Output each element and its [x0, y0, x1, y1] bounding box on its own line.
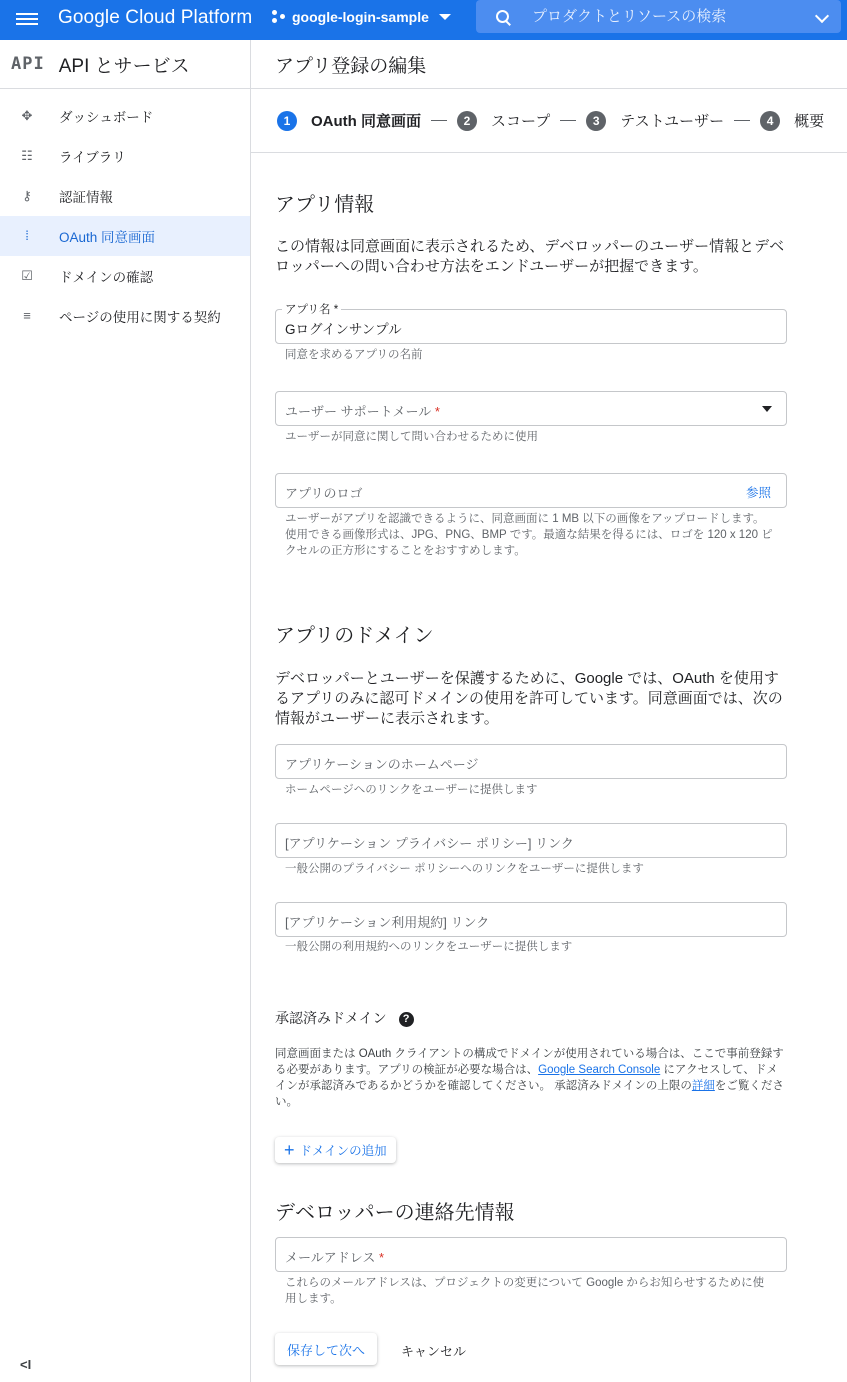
- page-header: [251, 40, 847, 89]
- app-name-label: アプリ名 *: [282, 301, 341, 317]
- sidebar: [0, 40, 251, 1382]
- sidebar-item-label: ライブラリ: [59, 150, 126, 165]
- sidebar-item-label: ドメインの確認: [59, 270, 154, 285]
- step-label: 概要: [794, 113, 825, 130]
- homepage-placeholder: アプリケーションのホームページ: [285, 757, 479, 772]
- step-separator: [734, 120, 750, 121]
- step-number: 4: [760, 111, 780, 131]
- detail-link[interactable]: 詳細: [691, 1080, 715, 1092]
- developer-email-hint: これらのメールアドレスは、プロジェクトの変更について Google からお知らせするために使用します。: [285, 1277, 765, 1305]
- step-label: テストユーザー: [620, 113, 725, 130]
- app-domain-heading: アプリのドメイン: [275, 625, 434, 647]
- collapse-sidebar-button[interactable]: <I: [20, 1357, 32, 1372]
- help-icon[interactable]: ?: [399, 1012, 414, 1027]
- homepage-hint: ホームページへのリンクをユーザーに提供します: [285, 784, 538, 796]
- privacy-policy-field[interactable]: [275, 823, 787, 858]
- step-separator: [560, 120, 576, 121]
- library-icon: ☷: [21, 148, 33, 163]
- settings-list-icon: ≡: [23, 308, 31, 323]
- api-logo: API: [11, 54, 45, 74]
- search-icon: [496, 10, 510, 24]
- consent-icon: ⁞: [25, 228, 29, 243]
- support-email-hint: ユーザーが同意に関して問い合わせるために使用: [285, 431, 538, 443]
- app-info-heading: アプリ情報: [275, 194, 375, 216]
- plus-icon: +: [284, 1140, 295, 1160]
- add-domain-button[interactable]: + ドメインの追加: [275, 1137, 396, 1163]
- terms-of-service-field[interactable]: [275, 902, 787, 937]
- privacy-policy-placeholder: [アプリケーション プライバシー ポリシー] リンク: [285, 836, 574, 851]
- cancel-button[interactable]: キャンセル: [401, 1344, 467, 1359]
- sidebar-item-domain-verification[interactable]: [0, 256, 250, 296]
- search-console-link[interactable]: Google Search Console: [538, 1064, 661, 1076]
- sidebar-header: [0, 40, 250, 89]
- app-name-value: Gログインサンプル: [285, 322, 402, 337]
- developer-contact-heading: デベロッパーの連絡先情報: [275, 1202, 515, 1224]
- key-icon: ⚷: [22, 188, 32, 203]
- sidebar-item-label: ダッシュボード: [59, 110, 154, 125]
- app-logo-hint: ユーザーがアプリを認識できるように、同意画面に 1 MB 以下の画像をアップロードします。使用できる画像形式は、JPG、PNG、BMP です。最適な結果を得るには、ロゴを 120 x 120 ピクセルの正方形にすることをおすすめします。: [285, 513, 773, 557]
- dashboard-icon: ✥: [21, 108, 33, 123]
- sidebar-item-label: ページの使用に関する契約: [59, 310, 221, 325]
- sidebar-item-library[interactable]: [0, 136, 250, 176]
- developer-email-field[interactable]: [275, 1237, 787, 1272]
- project-name: google-login-sample: [292, 9, 429, 25]
- step-number: 2: [457, 111, 477, 131]
- search-input[interactable]: [532, 8, 802, 25]
- step-label: OAuth 同意画面: [311, 113, 421, 130]
- homepage-field[interactable]: [275, 744, 787, 779]
- app-domain-description: デベロッパーとユーザーを保護するために、Google では、OAuth を使用するアプリのみに認可ドメインの使用を許可しています。同意画面では、次の情報がユーザーに表示されます。: [275, 670, 783, 727]
- caret-down-icon: [439, 14, 451, 20]
- project-selector[interactable]: [272, 9, 451, 25]
- step-scopes[interactable]: [457, 110, 550, 131]
- save-and-continue-button[interactable]: 保存して次へ: [275, 1333, 377, 1365]
- authorized-domains-heading: 承認済みドメイン ?: [275, 1008, 414, 1028]
- step-number: 1: [277, 111, 297, 131]
- terms-of-service-hint: 一般公開の利用規約へのリンクをユーザーに提供します: [285, 941, 573, 953]
- chevron-down-icon[interactable]: [815, 9, 829, 23]
- checkbox-icon: ☑: [21, 268, 33, 283]
- app-logo-placeholder: アプリのロゴ: [285, 486, 363, 501]
- developer-email-placeholder: メールアドレス *: [285, 1250, 385, 1265]
- sidebar-item-label: OAuth 同意画面: [59, 230, 156, 245]
- top-app-bar: [0, 0, 847, 40]
- terms-of-service-placeholder: [アプリケーション利用規約] リンク: [285, 915, 490, 930]
- step-oauth-consent[interactable]: [277, 110, 421, 131]
- search-bar[interactable]: [476, 0, 841, 33]
- sidebar-title: API とサービス: [58, 55, 190, 77]
- brand-title[interactable]: Google Cloud Platform: [58, 7, 253, 28]
- sidebar-item-oauth-consent[interactable]: [0, 216, 250, 256]
- sidebar-item-label: 認証情報: [59, 190, 113, 205]
- sidebar-item-page-usage-agreements[interactable]: [0, 296, 250, 336]
- step-test-users[interactable]: [586, 110, 724, 131]
- app-name-field[interactable]: [275, 304, 787, 344]
- browse-button[interactable]: 参照: [745, 486, 771, 500]
- sidebar-item-credentials[interactable]: [0, 176, 250, 216]
- step-separator: [431, 120, 447, 121]
- stepper: [251, 89, 847, 153]
- app-name-hint: 同意を求めるアプリの名前: [285, 349, 423, 361]
- main-content: [251, 40, 847, 1382]
- dropdown-arrow-icon: [762, 406, 772, 412]
- app-logo-field[interactable]: [275, 473, 787, 508]
- support-email-placeholder: ユーザー サポートメール *: [285, 404, 440, 419]
- authorized-domains-description: 同意画面または OAuth クライアントの構成でドメインが使用されている場合は、ここで事前登録する必要があります。アプリの検証が必要な場合は、Google Search Console にアクセスして、ドメインが承認済みであるかどうかを確認してください。 承認済みドメインの上限の詳細をご覧ください。: [275, 1048, 784, 1108]
- project-icon: [272, 10, 286, 24]
- privacy-policy-hint: 一般公開のプライバシー ポリシーへのリンクをユーザーに提供します: [285, 863, 644, 875]
- step-label: スコープ: [491, 113, 551, 130]
- support-email-select[interactable]: [275, 391, 787, 426]
- menu-icon[interactable]: [16, 10, 38, 30]
- sidebar-item-dashboard[interactable]: [0, 96, 250, 136]
- step-summary[interactable]: [760, 110, 824, 131]
- page-title: アプリ登録の編集: [275, 55, 427, 77]
- step-number: 3: [586, 111, 606, 131]
- app-info-description: この情報は同意画面に表示されるため、デベロッパーのユーザー情報とデベロッパーへの問い合わせ方法をエンドユーザーが把握できます。: [275, 238, 785, 275]
